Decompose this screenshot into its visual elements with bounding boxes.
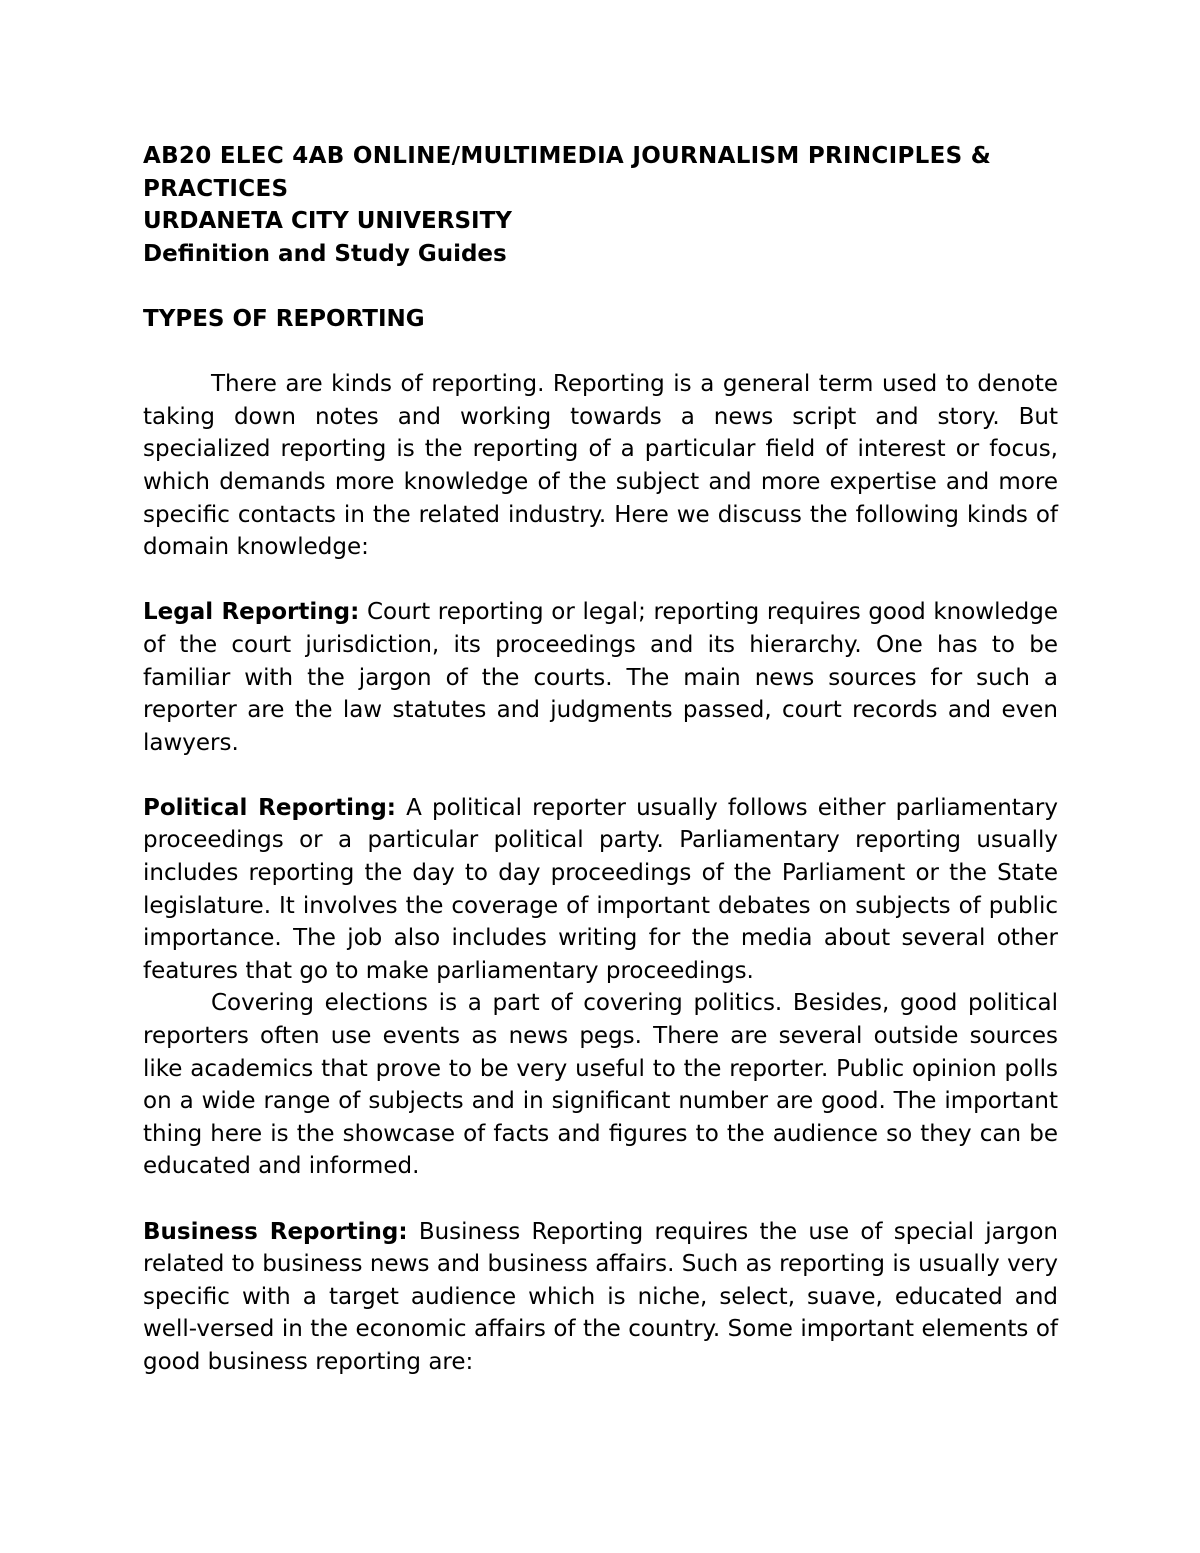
business-reporting-text: Business Reporting requires the use of special jargon related to business news and business affairs. Such as reporting is usually very specific with a target audience which is niche, select, suave, educated and well-versed in the economic affairs of the country. Some important elements of good business reporting are: bbox=[143, 1218, 1059, 1375]
legal-reporting-term: Legal Reporting: bbox=[143, 599, 360, 626]
intro-paragraph: There are kinds of reporting. Reporting is a general term used to denote taking down notes and working towards a news script and story. But specialized reporting is the reporting of a particular field of interest or focus, which demands more knowledge of the subject and more expertise and more specific contacts in the related industry. Here we discuss the following kinds of domain knowledge: bbox=[143, 371, 1058, 561]
spacer bbox=[143, 1183, 1058, 1216]
document-subtitle: Definition and Study Guides bbox=[143, 240, 507, 267]
political-reporting-paragraph bbox=[143, 792, 1058, 988]
section-title: TYPES OF REPORTING bbox=[143, 305, 425, 332]
business-reporting-paragraph bbox=[143, 1216, 1058, 1379]
spacer bbox=[143, 336, 1058, 369]
business-reporting-term: Business Reporting: bbox=[143, 1218, 408, 1245]
political-reporting-term: Political Reporting: bbox=[143, 794, 396, 821]
course-title: AB20 ELEC 4AB ONLINE/MULTIMEDIA JOURNALISM PRINCIPLES & PRACTICES bbox=[143, 143, 992, 202]
spacer bbox=[143, 270, 1058, 303]
legal-reporting-paragraph bbox=[143, 596, 1058, 759]
spacer bbox=[143, 564, 1058, 597]
political-reporting-text: A political reporter usually follows either parliamentary proceedings or a particular political party. Parliamentary reporting usually includes reporting the day to day proceedings of the Parliament or the State legislature. It involves the coverage of important debates on subjects of public importance. The job also includes writing for the media about several other features that go to make parliamentary proceedings. bbox=[143, 794, 1058, 984]
spacer bbox=[143, 759, 1058, 792]
university-name: URDANETA CITY UNIVERSITY bbox=[143, 208, 512, 235]
political-reporting-continuation: Covering elections is a part of covering politics. Besides, good political reporters often use events as news pegs. There are several outside sources like academics that prove to be very useful to the reporter. Public opinion polls on a wide range of subjects and in significant number are good. The important thing here is the showcase of facts and figures to the audience so they can be educated and informed. bbox=[143, 990, 1058, 1180]
document-page bbox=[143, 140, 1058, 1379]
legal-reporting-text: Court reporting or legal; reporting requires good knowledge of the court jurisdiction, its proceedings and its hierarchy. One has to be familiar with the jargon of the courts. The main news sources for such a reporter are the law statutes and judgments passed, court records and even lawyers. bbox=[143, 599, 1058, 756]
